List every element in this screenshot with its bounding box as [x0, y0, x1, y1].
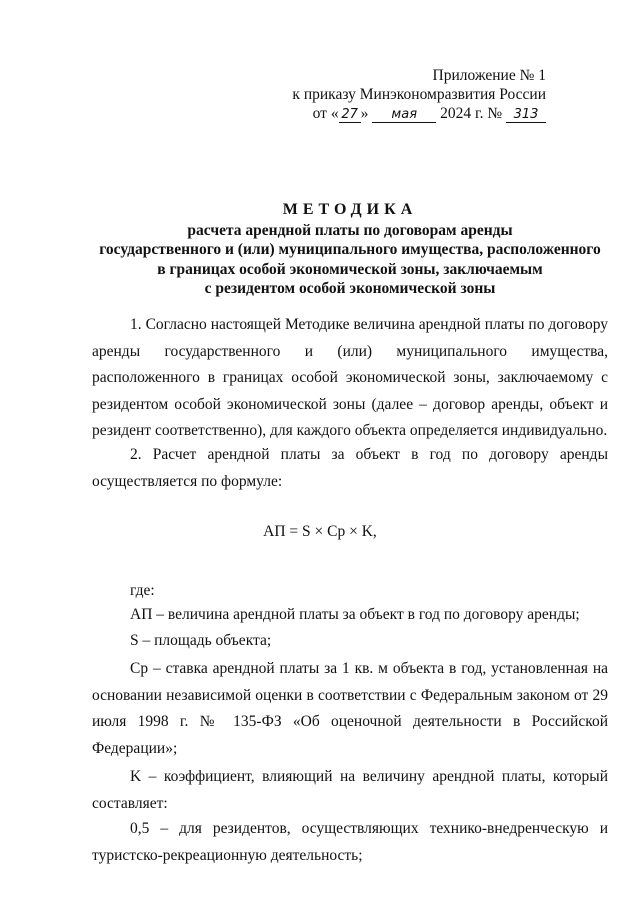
order-prefix: от «: [312, 105, 339, 122]
title-line-2: государственного и (или) муниципального имущества, расположенного: [99, 241, 601, 258]
document-title: [60, 200, 640, 299]
order-close-quote: »: [360, 105, 369, 122]
handwritten-order-number: 313: [506, 107, 546, 123]
paragraph-1: 1. Согласно настоящей Методике величина арендной платы по договору аренды государственного и (или) муниципального имущества, расположенного в границах особой экономической зоны, заключаемому с резидентом особой экономической зоны (далее – договор аренды, объект и резидент соответственно), для каждого объекта определяется индивидуально.: [92, 316, 608, 439]
title-line-4: с резидентом особой экономической зоны: [204, 280, 496, 297]
title-line-1: расчета арендной платы по договорам аренды: [187, 221, 513, 239]
where-label: где:: [130, 582, 155, 599]
appendix-line-2: к приказу Минэкономразвития России: [292, 86, 546, 103]
appendix-line-1: Приложение № 1: [432, 67, 546, 84]
handwritten-month: мая: [372, 107, 436, 123]
definition-cp: Ср – ставка арендной платы за 1 кв. м объекта в год, установленная на основании независимой оценки в соответствии с Федеральным законом от 29 июля 1998 г. № 135-ФЗ «Об оценочной деятельности в Российской Федерации»;: [92, 660, 608, 757]
handwritten-day: 27: [339, 107, 361, 123]
definition-s: S – площадь объекта;: [130, 632, 272, 649]
definition-k: K – коэффициент, влияющий на величину арендной платы, который составляет:: [92, 768, 608, 812]
definition-ap: АП – величина арендной платы за объект в год по договору аренды;: [130, 606, 580, 623]
title-main: МЕТОДИКА: [282, 201, 418, 218]
title-line-3: в границах особой экономической зоны, заключаемым: [157, 260, 543, 278]
appendix-order-line: [292, 104, 546, 123]
formula: АП = S × Ср × K,: [263, 523, 377, 540]
coefficient-0-5: 0,5 – для резидентов, осуществляющих технико-внедренческую и туристско-рекреационную деятельность;: [92, 820, 608, 864]
paragraph-2: 2. Расчет арендной платы за объект в год по договору аренды осуществляется по формуле:: [92, 446, 608, 490]
appendix-header: [292, 66, 546, 123]
order-year: 2024 г. №: [440, 105, 503, 122]
